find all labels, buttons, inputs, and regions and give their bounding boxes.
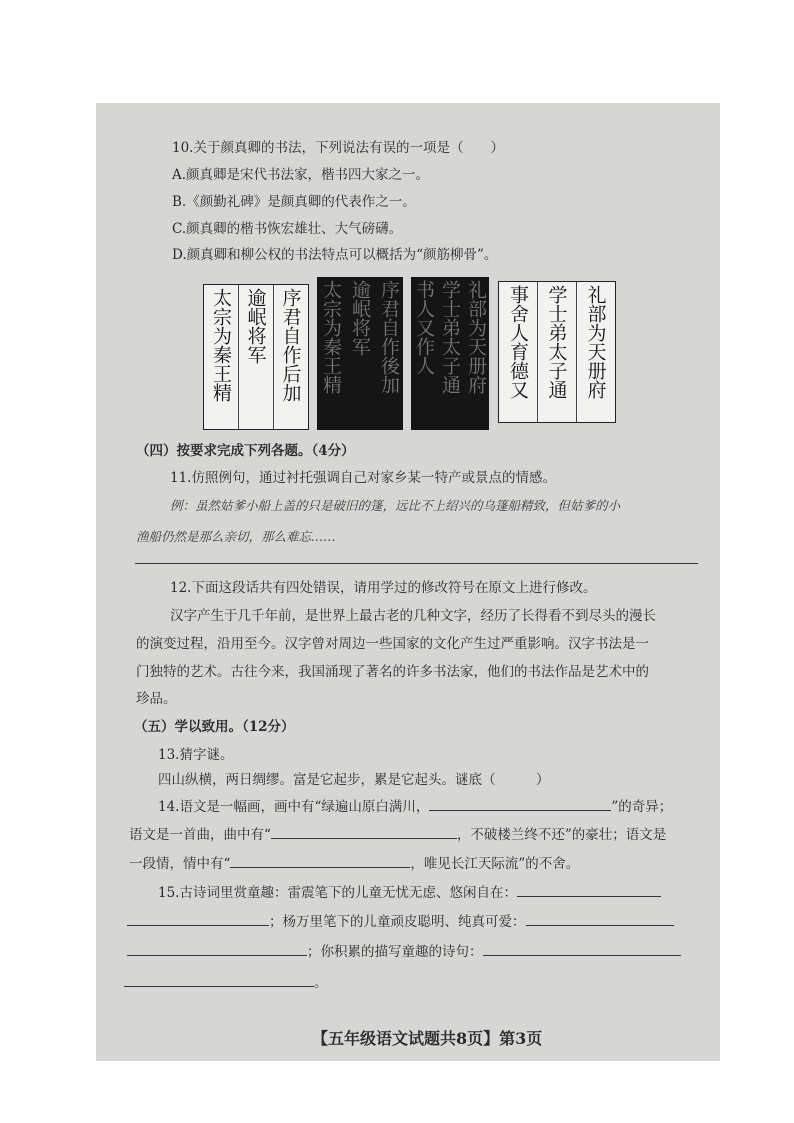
q15-text: 15.古诗词里赏童趣：雷震笔下的儿童无忧无虑、悠闲自在： [158,885,517,901]
rubbing-column: 书人又作人 [413,280,435,375]
calligraphy-box-right [498,281,616,423]
rubbing-column: 序君自作後加 [378,280,400,394]
q14-line-3 [129,855,579,873]
q15-line-2 [127,913,674,931]
q13-riddle: 四山纵横，两日绸缪。富是它起步，累是它起头。谜底（ ） [158,772,550,788]
q14-blank-3[interactable] [230,855,410,868]
rubbing-column: 逾岷将军 [349,280,371,356]
rubbing-column: 太宗为秦王精 [320,280,342,394]
q11-example-line-1: 例：虽然姑爹小船上盖的只是破旧的篷，远比不上绍兴的乌篷船精致，但姑爹的小 [170,498,621,513]
q10-option-b: B.《颜勤礼碑》是颜真卿的代表作之一。 [172,194,416,210]
q14-text: 14.语文是一幅画，画中有“绿遍山原白满川， [158,799,430,815]
calligraphy-box-left [203,284,309,430]
q15-text: 。 [314,975,328,991]
calligraphy-column: 序君自作后加 [279,288,302,402]
q14-blank-2[interactable] [271,826,457,839]
q15-blank-2[interactable] [127,913,269,926]
q15-blank-6[interactable] [124,974,314,987]
rubbing-column: 学士弟太子通 [439,280,461,394]
q14-line-1 [158,798,672,816]
q15-text: ；杨万里笔下的儿童顽皮聪明、纯真可爱： [269,914,526,930]
q11-stem: 11.仿照例句，通过衬托强调自己对家乡某一特产或景点的情感。 [170,470,556,486]
q10-option-c: C.颜真卿的楷书恢宏雄壮、大气磅礴。 [172,221,403,237]
q10-option-d: D.颜真卿和柳公权的书法特点可以概括为“颜筋柳骨”。 [172,247,498,263]
q15-blank-5[interactable] [483,943,681,956]
q12-passage-line-4: 珍品。 [136,691,177,707]
q11-answer-line[interactable] [135,563,698,564]
calligraphy-rubbing-1 [317,277,403,430]
calligraphy-column: 事舍人育德又 [507,285,529,399]
q12-passage-line-1: 汉字产生于几千年前，是世界上最古老的几种文字，经历了长得看不到尽头的漫长 [170,608,656,624]
q14-text: 一段情，情中有“ [129,856,231,872]
calligraphy-column: 学士弟太子通 [545,285,568,399]
q10-stem: 10.关于颜真卿的书法，下列说法有误的一项是（ ） [172,140,504,156]
q15-blank-4[interactable] [127,943,307,956]
q15-line-3 [127,943,681,961]
calligraphy-column: 礼部为天册府 [584,285,607,399]
q12-stem: 12.下面这段话共有四处错误，请用学过的修改符号在原文上进行修改。 [170,580,597,596]
q14-text: ，唯见长江天际流”的不舍。 [410,856,580,872]
q14-text: 语文是一首曲，曲中有“ [129,827,271,843]
calligraphy-rubbing-2 [411,277,489,430]
q15-line-1 [158,884,661,902]
section-4-heading: （四）按要求完成下列各题。（4分） [136,443,355,459]
q10-option-a: A.颜真卿是宋代书法家，楷书四大家之一。 [172,167,430,183]
q15-blank-1[interactable] [517,884,661,897]
q15-blank-3[interactable] [526,913,674,926]
calligraphy-column: 太宗为秦王精 [210,288,232,402]
q14-text: ，不破楼兰终不还”的豪壮；语文是 [456,827,667,843]
q12-passage-line-2: 的演变过程，沿用至今。汉字曾对周边一些国家的文化产生过严重影响。汉字书法是一 [136,636,649,652]
q15-line-4 [124,974,328,992]
section-5-heading: （五）学以致用。（12分） [134,719,295,735]
q11-example-line-2: 渔船仍然是那么亲切，那么难忘…… [136,529,337,544]
q14-blank-1[interactable] [429,798,611,811]
calligraphy-column: 逾岷将军 [244,288,267,364]
q14-line-2 [129,826,666,844]
rubbing-column: 礼部为天册府 [465,280,487,394]
q15-text: ；你积累的描写童趣的诗句： [307,944,483,960]
q13-stem: 13.猜字谜。 [158,747,234,763]
page-footer: 【五年级语文试题共8页】第3页 [312,1029,543,1048]
q12-passage-line-3: 门独特的艺术。古往今来，我国涌现了著名的许多书法家，他们的书法作品是艺术中的 [136,664,649,680]
q14-text: ”的奇异； [611,799,673,815]
